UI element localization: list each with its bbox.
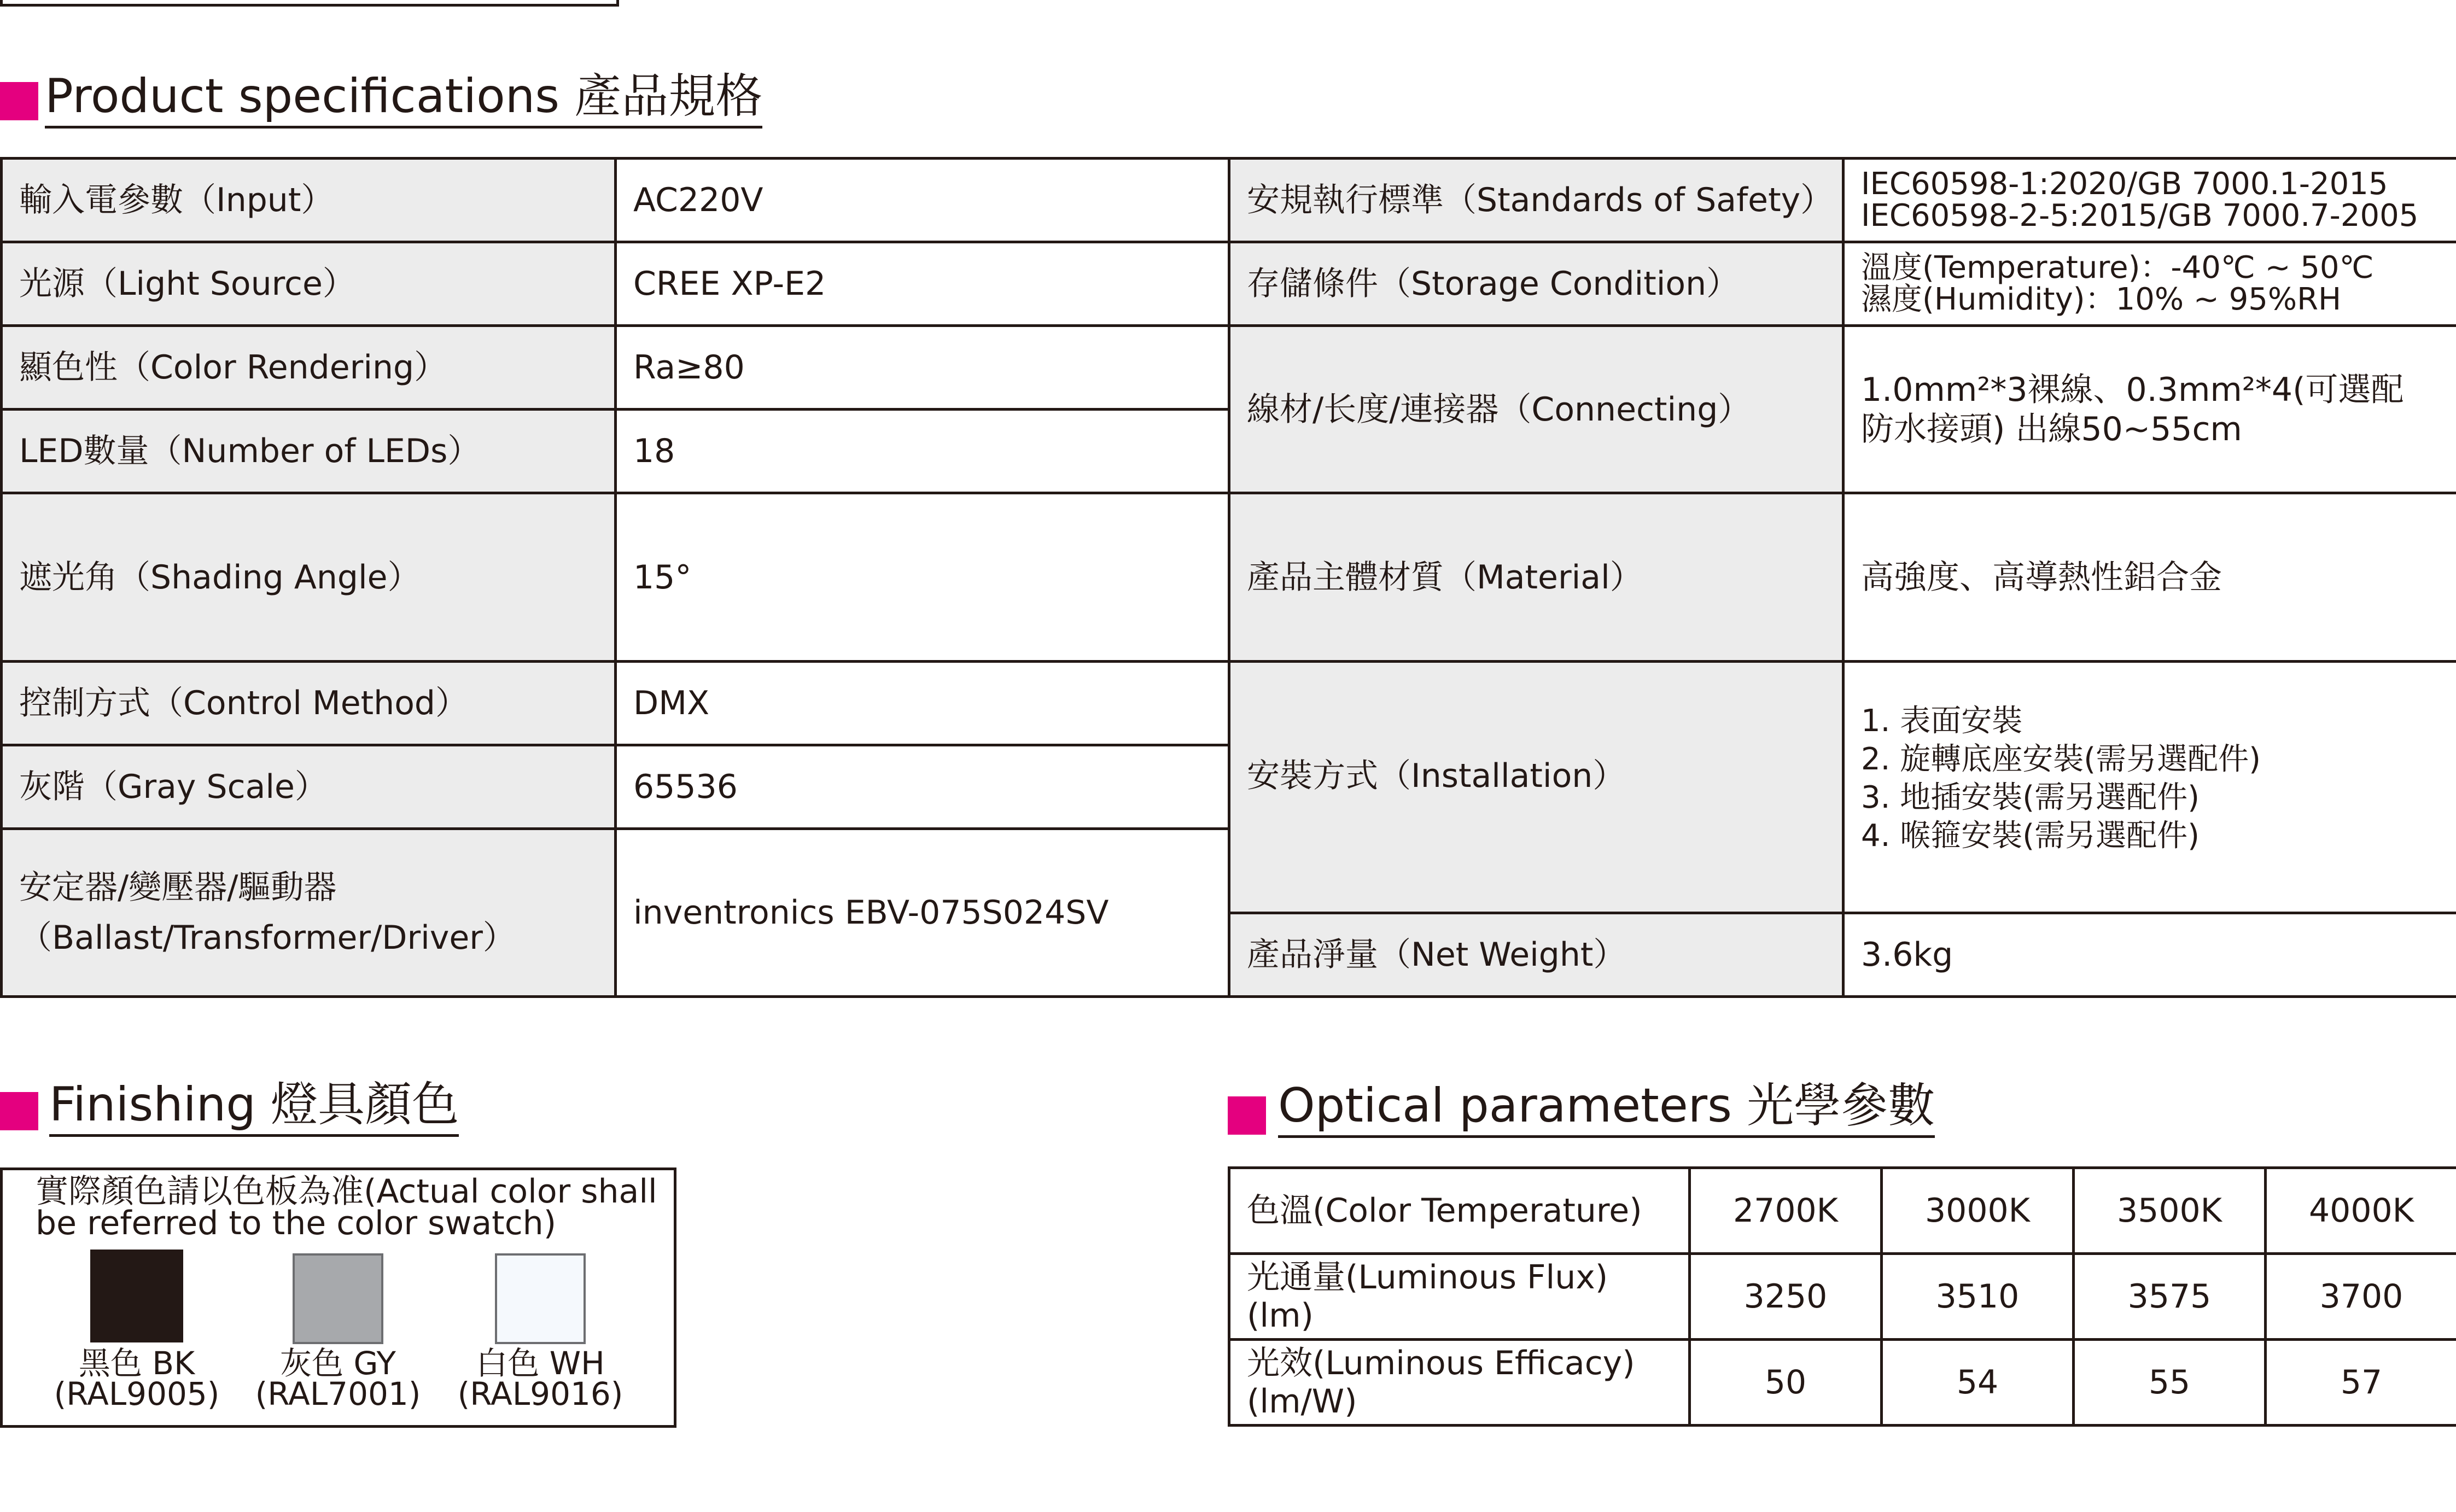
optical-section-title: Optical parameters 光學參數 (1278, 1078, 1935, 1138)
swatch-code: (RAL9016) (457, 1375, 623, 1412)
efficacy-value: 55 (2074, 1340, 2266, 1426)
installation-item: 3. 地插安裝(需另選配件) (1861, 780, 2200, 815)
flux-label: 光通量(Luminous Flux)(lm) (1229, 1254, 1690, 1340)
spec-label-input: 輸入電參數（Input） (2, 159, 616, 242)
spec-value-light-source: CREE XP-E2 (616, 242, 1229, 326)
specs-section-title: Product specifications 產品規格 (45, 69, 762, 129)
spec-value-connecting (1844, 326, 2456, 493)
flux-value: 3510 (1882, 1254, 2074, 1340)
swatch-label (36, 1345, 238, 1412)
safety-line-1: IEC60598-1:2020/GB 7000.1-2015 (1861, 166, 2388, 202)
swatch-code: (RAL7001) (255, 1375, 421, 1412)
efficacy-value: 50 (1690, 1340, 1882, 1426)
efficacy-value: 54 (1882, 1340, 2074, 1426)
spec-value-weight: 3.6kg (1844, 913, 2456, 997)
cct-4000: 4000K (2266, 1168, 2456, 1254)
spec-label-light-source: 光源（Light Source） (2, 242, 616, 326)
spec-value-input: AC220V (616, 159, 1229, 242)
table-row (2, 159, 2456, 242)
efficacy-label: 光效(Luminous Efficacy)(lm/W) (1229, 1340, 1690, 1426)
safety-line-2: IEC60598-2-5:2015/GB 7000.7-2005 (1861, 198, 2419, 233)
swatch-name: 白色 WH (476, 1345, 605, 1382)
cct-3000: 3000K (1882, 1168, 2074, 1254)
table-row (2, 662, 2456, 745)
spec-label-weight: 產品淨量（Net Weight） (1229, 913, 1844, 997)
top-frame-border (0, 0, 619, 7)
optical-header-label: 色溫(Color Temperature) (1229, 1168, 1690, 1254)
section-marker (1228, 1096, 1266, 1135)
spec-value-led-count: 18 (616, 410, 1229, 493)
color-note-line-2: be referred to the color swatch) (36, 1204, 557, 1242)
spec-label-control-method: 控制方式（Control Method） (2, 662, 616, 745)
spec-value-color-rendering: Ra≥80 (616, 326, 1229, 410)
spec-label-installation: 安裝方式（Installation） (1229, 662, 1844, 913)
spec-value-shading-angle: 15° (616, 493, 1229, 662)
spec-label-driver (2, 829, 616, 997)
installation-item: 2. 旋轉底座安裝(需另選配件) (1861, 742, 2261, 777)
spec-label-gray-scale: 灰階（Gray Scale） (2, 745, 616, 829)
driver-label-line-1: 安定器/變壓器/驅動器 (19, 868, 337, 907)
flux-value: 3250 (1690, 1254, 1882, 1340)
spec-label-color-rendering: 顯色性（Color Rendering） (2, 326, 616, 410)
table-row (2, 242, 2456, 326)
spec-value-material: 高強度、高導熱性鋁合金 (1844, 493, 2456, 662)
installation-item: 4. 喉箍安裝(需另選配件) (1861, 818, 2200, 854)
connecting-line-2: 防水接頭) 出線50~55cm (1861, 410, 2242, 448)
table-row (1229, 1254, 2456, 1340)
swatch-code: (RAL9005) (54, 1375, 220, 1412)
swatch-label (237, 1345, 439, 1412)
spec-label-material: 產品主體材質（Material） (1229, 493, 1844, 662)
storage-line-1: 溫度(Temperature)：-40℃ ~ 50℃ (1861, 250, 2374, 285)
spec-value-gray-scale: 65536 (616, 745, 1229, 829)
swatch-white (495, 1253, 586, 1344)
spec-value-control-method: DMX (616, 662, 1229, 745)
table-row (1229, 1168, 2456, 1254)
section-marker (0, 82, 38, 120)
flux-value: 3575 (2074, 1254, 2266, 1340)
installation-item: 1. 表面安裝 (1861, 703, 2023, 739)
efficacy-value: 57 (2266, 1340, 2456, 1426)
swatch-label (439, 1345, 641, 1412)
spec-label-led-count: LED數量（Number of LEDs） (2, 410, 616, 493)
table-row (2, 493, 2456, 662)
finishing-box (0, 1167, 676, 1428)
table-row (1229, 1340, 2456, 1426)
swatch-name: 黑色 BK (78, 1345, 195, 1382)
flux-value: 3700 (2266, 1254, 2456, 1340)
section-marker (0, 1092, 38, 1130)
storage-line-2: 濕度(Humidity)：10% ~ 95%RH (1861, 282, 2342, 317)
finishing-section-title: Finishing 燈具顏色 (49, 1077, 459, 1137)
spec-value-installation (1844, 662, 2456, 913)
swatch-black (90, 1250, 183, 1342)
spec-value-storage (1844, 242, 2456, 326)
spec-value-driver: inventronics EBV-075S024SV (616, 829, 1229, 997)
color-note (36, 1172, 670, 1242)
spec-label-safety: 安規執行標準（Standards of Safety） (1229, 159, 1844, 242)
spec-label-shading-angle: 遮光角（Shading Angle） (2, 493, 616, 662)
spec-label-connecting: 線材/长度/連接器（Connecting） (1229, 326, 1844, 493)
swatch-gray (293, 1253, 383, 1344)
connecting-line-1: 1.0mm²*3裸線、0.3mm²*4(可選配 (1861, 370, 2404, 409)
spec-label-storage: 存儲條件（Storage Condition） (1229, 242, 1844, 326)
color-note-line-1: 實際顏色請以色板為准(Actual color shall (36, 1172, 657, 1211)
optical-table (1228, 1166, 2456, 1427)
cct-3500: 3500K (2074, 1168, 2266, 1254)
table-row (2, 326, 2456, 410)
driver-label-line-2: （Ballast/Transformer/Driver） (19, 919, 516, 957)
cct-2700: 2700K (1690, 1168, 1882, 1254)
spec-value-safety (1844, 159, 2456, 242)
spec-table (0, 157, 2456, 998)
swatch-name: 灰色 GY (280, 1345, 396, 1382)
